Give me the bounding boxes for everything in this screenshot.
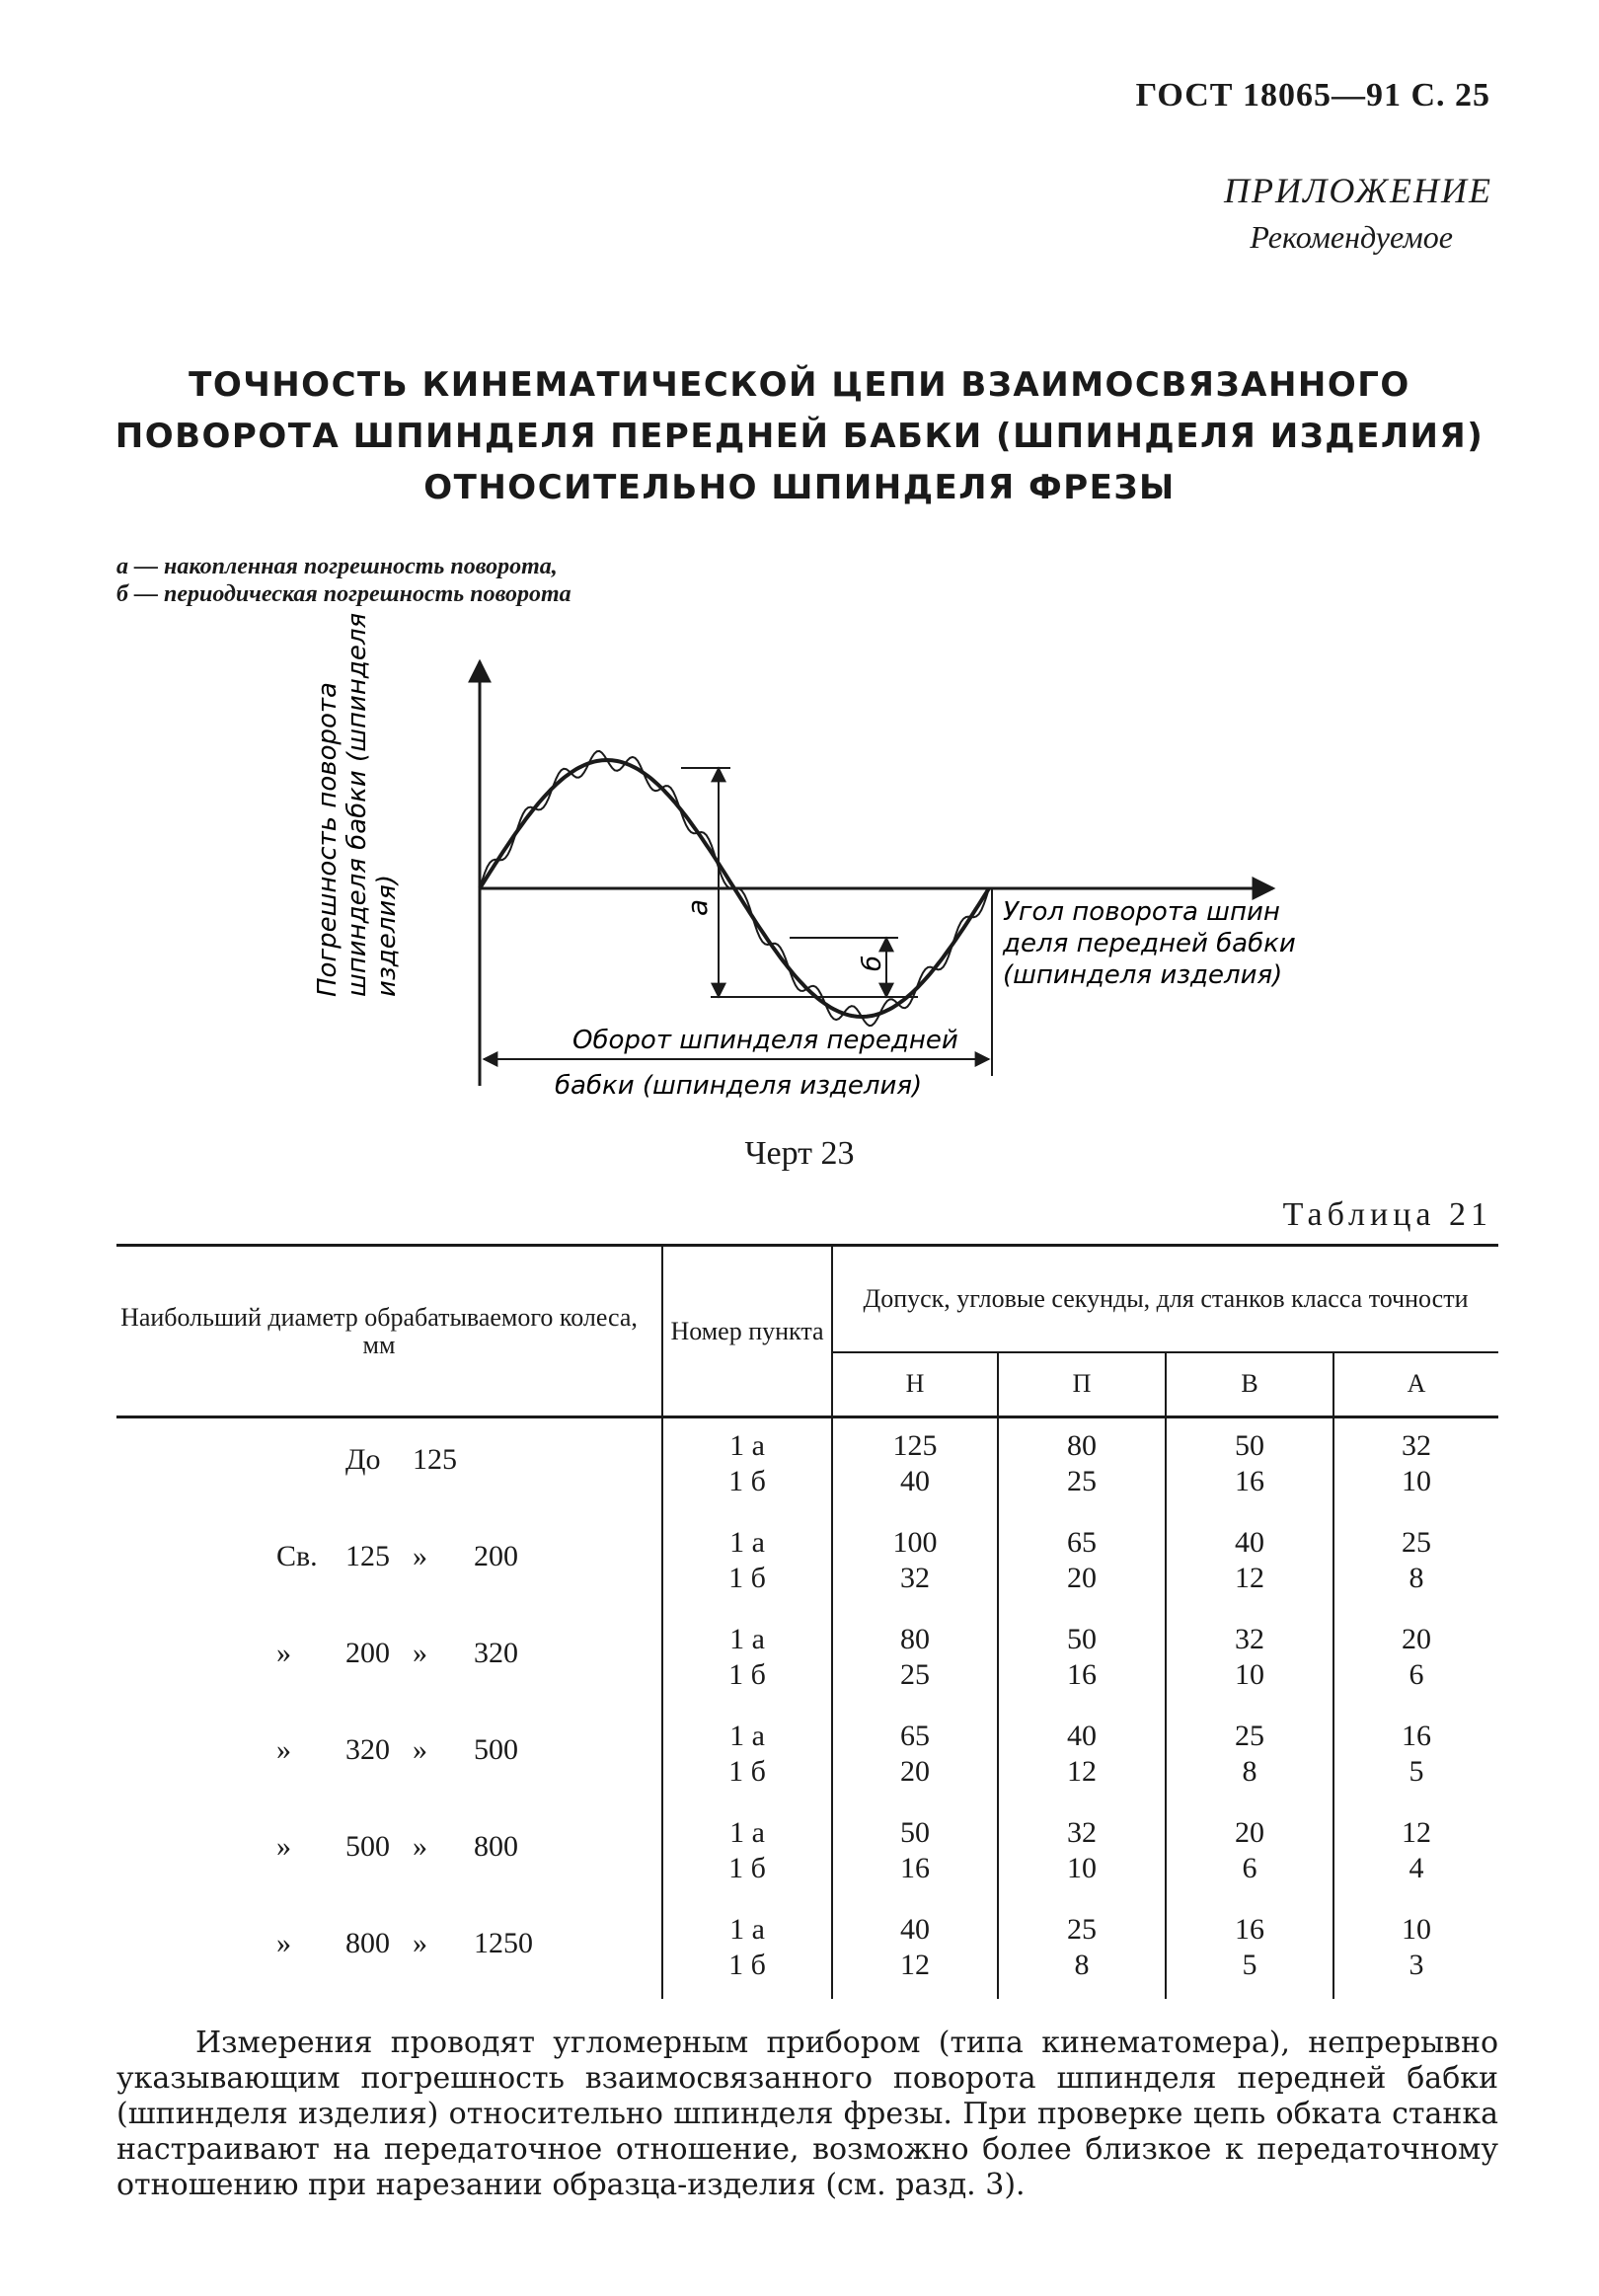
diameter-prefix: Св. <box>276 1539 318 1572</box>
tolerance-p-value: 65 <box>1067 1526 1097 1559</box>
point-cell-value: 1 б <box>728 1852 766 1884</box>
diameter-to: 320 <box>474 1636 518 1669</box>
span-label-1: Оборот шпинделя передней <box>572 1026 958 1055</box>
point-cell-value: 1 б <box>728 1949 766 1981</box>
table-row <box>116 1418 1498 1515</box>
legend-item-b: б — периодическая погрешность поворота <box>116 581 571 607</box>
diameter-sep: » <box>413 1636 427 1669</box>
y-axis-label-1: Погрешность поворота <box>313 682 343 997</box>
tolerance-p-value: 25 <box>1067 1913 1097 1946</box>
diameter-sep: 125 <box>413 1442 457 1476</box>
tolerance-p-value: 16 <box>1067 1658 1097 1691</box>
x-axis-label-3: (шпинделя изделия) <box>1003 960 1283 990</box>
point-cell-value: 1 а <box>729 1526 765 1559</box>
diameter-cell <box>116 1515 662 1612</box>
tolerance-p <box>998 1709 1166 1805</box>
title-line-3: ОТНОСИТЕЛЬНО ШПИНДЕЛЯ ФРЕЗЫ <box>423 468 1176 507</box>
tolerance-v-value: 25 <box>1235 1720 1264 1752</box>
diameter-sep: » <box>413 1539 427 1572</box>
table-row <box>116 1709 1498 1805</box>
tolerance-v-value: 5 <box>1242 1949 1257 1981</box>
class-h: Н <box>832 1352 998 1417</box>
header-diameter: Наибольший диаметр обрабатываемого колеса, мм <box>116 1246 662 1417</box>
tolerance-h <box>832 1902 998 1999</box>
tolerance-h <box>832 1515 998 1612</box>
tolerance-a-value: 6 <box>1409 1658 1424 1691</box>
tolerance-p-value: 20 <box>1067 1562 1097 1594</box>
tolerance-v <box>1166 1709 1333 1805</box>
appendix-label: ПРИЛОЖЕНИЕ <box>1224 171 1492 210</box>
tolerance-p-value: 25 <box>1067 1465 1097 1497</box>
class-a: А <box>1333 1352 1498 1417</box>
point-cell-value: 1 б <box>728 1755 766 1788</box>
diameter-to: 200 <box>474 1539 518 1572</box>
body-paragraph: Измерения проводят угломерным прибором (типа кинематомера), непрерывно указывающим погрешность взаимосвязанного поворота шпинделя передней бабки (шпинделя изделия) относительно шпинделя фрезы. При проверке цепь обката станка настраивают на передаточное отношение, возможно более близкое к передаточному отношению при нарезании образца-изделия (см. разд. 3). <box>116 2026 1498 2202</box>
tolerance-p-value: 10 <box>1067 1852 1097 1884</box>
point-cell-value: 1 а <box>729 1913 765 1946</box>
page-header-code: ГОСТ 18065—91 С. 25 <box>1135 77 1490 114</box>
point-cell-value: 1 а <box>729 1720 765 1752</box>
tolerance-h-value: 100 <box>892 1526 938 1559</box>
diameter-sep: » <box>413 1732 427 1766</box>
tolerance-h <box>832 1612 998 1709</box>
diameter-cell <box>116 1418 662 1515</box>
marker-b: б <box>858 955 887 971</box>
error-diagram <box>313 612 1313 1115</box>
table-label: Таблица 21 <box>1282 1196 1492 1233</box>
tolerance-a <box>1333 1418 1498 1515</box>
tolerance-p <box>998 1418 1166 1515</box>
figure-legend <box>116 553 571 608</box>
point-cell <box>662 1709 832 1805</box>
tolerance-v <box>1166 1515 1333 1612</box>
tolerance-p-value: 80 <box>1067 1429 1097 1462</box>
tolerance-p <box>998 1515 1166 1612</box>
diameter-cell <box>116 1709 662 1805</box>
x-axis-label-1: Угол поворота шпин <box>1003 897 1280 927</box>
tolerance-h-value: 80 <box>900 1623 930 1655</box>
tolerance-h-value: 16 <box>900 1852 930 1884</box>
tolerance-h-value: 125 <box>892 1429 938 1462</box>
tolerance-v <box>1166 1612 1333 1709</box>
tolerance-h-value: 32 <box>900 1562 930 1594</box>
tolerance-table <box>116 1244 1498 1999</box>
tolerance-h-value: 20 <box>900 1755 930 1788</box>
point-cell <box>662 1612 832 1709</box>
tolerance-p <box>998 1805 1166 1902</box>
tolerance-a-value: 5 <box>1409 1755 1424 1788</box>
tolerance-a-value: 12 <box>1402 1816 1431 1849</box>
tolerance-a-value: 16 <box>1402 1720 1431 1752</box>
diameter-from: 125 <box>345 1539 390 1572</box>
tolerance-p-value: 50 <box>1067 1623 1097 1655</box>
document-title <box>0 359 1599 513</box>
point-cell-value: 1 а <box>729 1429 765 1462</box>
tolerance-a <box>1333 1902 1498 1999</box>
y-axis-label-2: шпинделя бабки (шпинделя <box>343 612 372 997</box>
table-row <box>116 1515 1498 1612</box>
tolerance-v <box>1166 1902 1333 1999</box>
tolerance-a-value: 32 <box>1402 1429 1431 1462</box>
table-row <box>116 1805 1498 1902</box>
tolerance-v-value: 40 <box>1235 1526 1264 1559</box>
diameter-cell <box>116 1805 662 1902</box>
header-tolerance: Допуск, угловые секунды, для станков класса точности <box>832 1246 1498 1352</box>
tolerance-v-value: 10 <box>1235 1658 1264 1691</box>
tolerance-h-value: 50 <box>900 1816 930 1849</box>
title-line-2: ПОВОРОТА ШПИНДЕЛЯ ПЕРЕДНЕЙ БАБКИ (ШПИНДЕЛЯ ИЗДЕЛИЯ) <box>114 417 1485 456</box>
tolerance-a <box>1333 1515 1498 1612</box>
tolerance-p-value: 12 <box>1067 1755 1097 1788</box>
diameter-to: 500 <box>474 1732 518 1766</box>
tolerance-v-value: 20 <box>1235 1816 1264 1849</box>
figure-caption: Черт 23 <box>744 1135 855 1172</box>
diameter-from: 800 <box>345 1926 390 1959</box>
tolerance-v-value: 32 <box>1235 1623 1264 1655</box>
diameter-prefix: » <box>276 1926 291 1959</box>
tolerance-a <box>1333 1709 1498 1805</box>
span-label-2: бабки (шпинделя изделия) <box>555 1071 923 1101</box>
point-cell-value: 1 а <box>729 1816 765 1849</box>
diameter-from: 200 <box>345 1636 390 1669</box>
tolerance-a <box>1333 1805 1498 1902</box>
tolerance-a-value: 4 <box>1409 1852 1424 1884</box>
tolerance-h-value: 40 <box>900 1913 930 1946</box>
table-row <box>116 1902 1498 1999</box>
point-cell-value: 1 б <box>728 1658 766 1691</box>
tolerance-h-value: 40 <box>900 1465 930 1497</box>
tolerance-a-value: 3 <box>1409 1949 1424 1981</box>
tolerance-h <box>832 1805 998 1902</box>
tolerance-v <box>1166 1805 1333 1902</box>
class-v: В <box>1166 1352 1333 1417</box>
diameter-prefix: » <box>276 1829 291 1863</box>
tolerance-a-value: 8 <box>1409 1562 1424 1594</box>
tolerance-v-value: 8 <box>1242 1755 1257 1788</box>
tolerance-v-value: 16 <box>1235 1913 1264 1946</box>
appendix-status: Рекомендуемое <box>1250 219 1453 255</box>
point-cell <box>662 1805 832 1902</box>
diameter-from: 500 <box>345 1829 390 1863</box>
point-cell-value: 1 а <box>729 1623 765 1655</box>
tolerance-p-value: 40 <box>1067 1720 1097 1752</box>
diameter-prefix: » <box>276 1732 291 1766</box>
tolerance-p-value: 8 <box>1074 1949 1090 1981</box>
tolerance-h <box>832 1418 998 1515</box>
tolerance-p <box>998 1902 1166 1999</box>
point-cell <box>662 1418 832 1515</box>
point-cell-value: 1 б <box>728 1562 766 1594</box>
diameter-cell <box>116 1612 662 1709</box>
tolerance-a-value: 25 <box>1402 1526 1431 1559</box>
table-row <box>116 1612 1498 1709</box>
tolerance-h <box>832 1709 998 1805</box>
tolerance-v <box>1166 1418 1333 1515</box>
diameter-from: До <box>345 1442 381 1476</box>
diameter-sep: » <box>413 1829 427 1863</box>
x-axis-label-2: деля передней бабки <box>1003 929 1296 958</box>
tolerance-v-value: 16 <box>1235 1465 1264 1497</box>
tolerance-a <box>1333 1612 1498 1709</box>
tolerance-h-value: 12 <box>900 1949 930 1981</box>
point-cell <box>662 1902 832 1999</box>
point-cell <box>662 1515 832 1612</box>
diameter-cell <box>116 1902 662 1999</box>
title-line-1: ТОЧНОСТЬ КИНЕМАТИЧЕСКОЙ ЦЕПИ ВЗАИМОСВЯЗАННОГО <box>189 365 1410 405</box>
point-cell-value: 1 б <box>728 1465 766 1497</box>
class-p: П <box>998 1352 1166 1417</box>
tolerance-a-value: 10 <box>1402 1913 1431 1946</box>
tolerance-p <box>998 1612 1166 1709</box>
table-body <box>116 1418 1498 1999</box>
diameter-from: 320 <box>345 1732 390 1766</box>
diameter-to: 1250 <box>474 1926 533 1959</box>
tolerance-h-value: 65 <box>900 1720 930 1752</box>
tolerance-h-value: 25 <box>900 1658 930 1691</box>
header-point: Номер пункта <box>662 1246 832 1417</box>
diameter-prefix: » <box>276 1636 291 1669</box>
tolerance-v-value: 6 <box>1242 1852 1257 1884</box>
tolerance-v-value: 50 <box>1235 1429 1264 1462</box>
tolerance-a-value: 20 <box>1402 1623 1431 1655</box>
diameter-sep: » <box>413 1926 427 1959</box>
tolerance-v-value: 12 <box>1235 1562 1264 1594</box>
diameter-to: 800 <box>474 1829 518 1863</box>
tolerance-a-value: 10 <box>1402 1465 1431 1497</box>
marker-a: а <box>681 898 714 916</box>
legend-item-a: а — накопленная погрешность поворота, <box>116 554 558 579</box>
tolerance-p-value: 32 <box>1067 1816 1097 1849</box>
y-axis-label-3: изделия) <box>372 875 402 997</box>
